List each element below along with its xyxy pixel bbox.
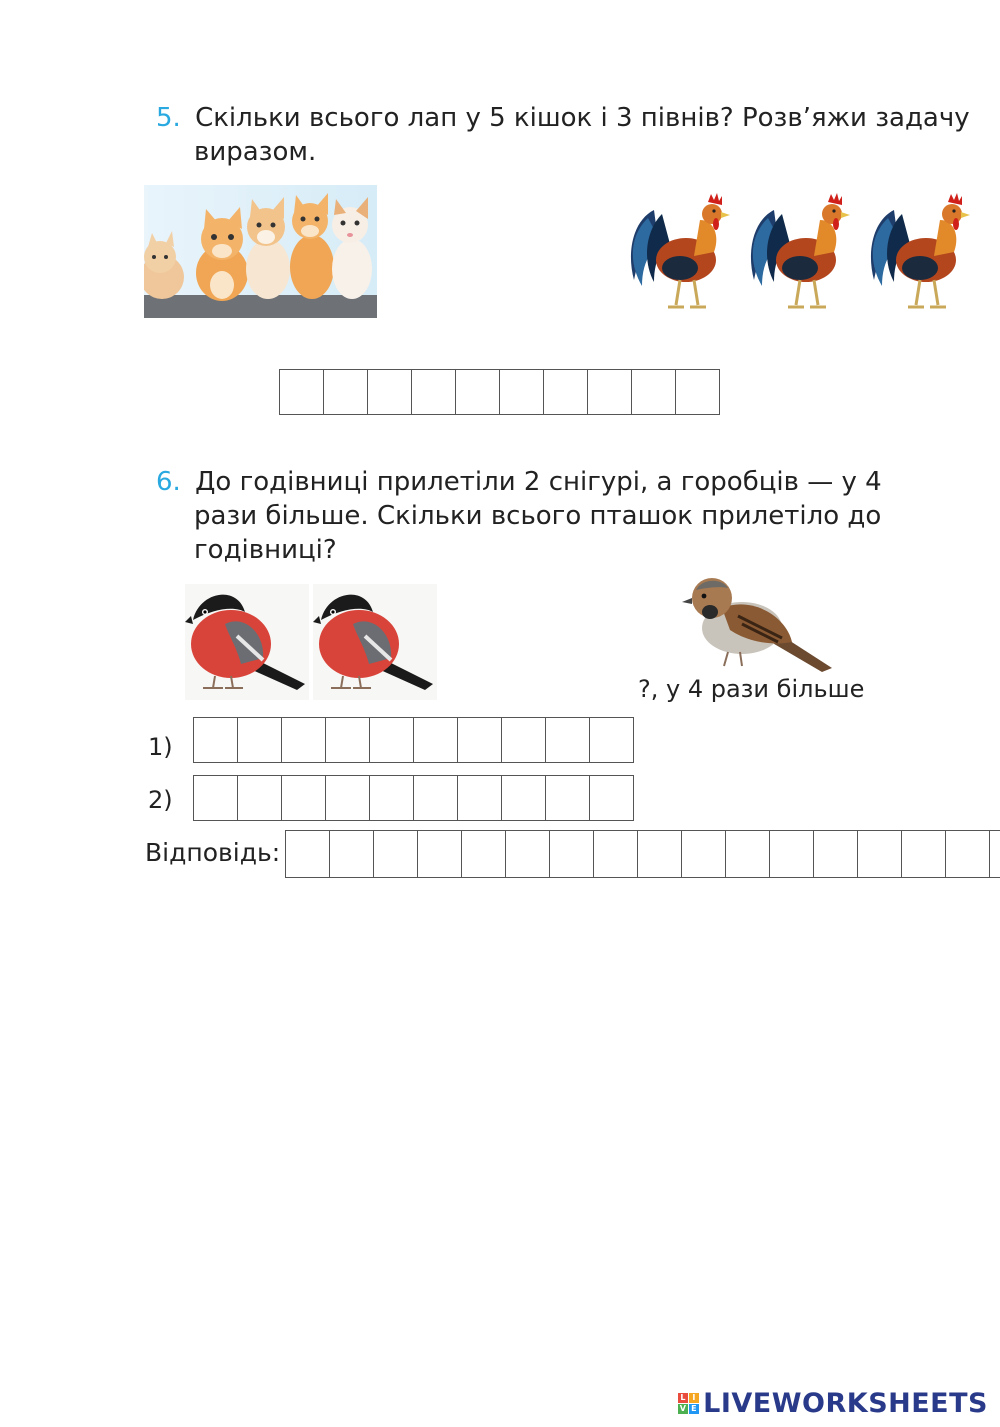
answer-cell[interactable] [324,370,368,414]
answer-cell[interactable] [858,831,902,877]
task-6-line-1: До годівниці прилетіли 2 снігурі, а горобців — у 4 [195,467,882,497]
answer-cell[interactable] [502,718,546,762]
liveworksheets-logo[interactable] [678,1388,988,1419]
task-5-line-1: Скільки всього лап у 5 кішок і 3 півнів? Розв’яжи задачу [195,103,970,133]
answer-cell[interactable] [368,370,412,414]
answer-cell[interactable] [280,370,324,414]
answer-cell[interactable] [374,831,418,877]
step-2-answer-grid [193,775,634,821]
task-6-line-3: годівниці? [194,535,337,565]
task-5-number: 5. [156,103,181,133]
answer-cell[interactable] [286,831,330,877]
answer-cell[interactable] [814,831,858,877]
final-answer-grid [285,830,1000,878]
task-6-question [156,465,882,567]
answer-cell[interactable] [370,718,414,762]
answer-cell[interactable] [330,831,374,877]
answer-cell[interactable] [544,370,588,414]
logo-text: LIVEWORKSHEETS [703,1388,988,1419]
answer-cell[interactable] [546,776,590,820]
rooster-icon [864,190,976,315]
step-1-label: 1) [148,733,173,761]
answer-cell[interactable] [326,718,370,762]
answer-cell[interactable] [676,370,720,414]
bullfinch-icon [185,584,309,700]
rooster-icon [744,190,856,315]
answer-cell[interactable] [550,831,594,877]
answer-cell[interactable] [418,831,462,877]
task-5-answer-grid [279,369,720,415]
answer-cell[interactable] [946,831,990,877]
answer-cell[interactable] [506,831,550,877]
sparrow-icon [682,572,834,672]
answer-cell[interactable] [632,370,676,414]
answer-cell[interactable] [458,718,502,762]
answer-cell[interactable] [682,831,726,877]
answer-cell[interactable] [590,718,634,762]
answer-cell[interactable] [414,718,458,762]
bullfinches-group [185,584,437,700]
answer-cell[interactable] [638,831,682,877]
rooster-icon [624,190,736,315]
sparrow-caption: ?, у 4 рази більше [638,675,865,703]
answer-cell[interactable] [458,776,502,820]
answer-cell[interactable] [194,776,238,820]
answer-cell[interactable] [502,776,546,820]
answer-cell[interactable] [238,776,282,820]
answer-cell[interactable] [282,718,326,762]
answer-cell[interactable] [238,718,282,762]
task-6-number: 6. [156,467,181,497]
answer-label: Відповідь: [145,838,281,867]
task-6-line-2: рази більше. Скільки всього пташок прилетіло до [194,501,882,531]
answer-cell[interactable] [590,776,634,820]
answer-cell[interactable] [414,776,458,820]
answer-cell[interactable] [370,776,414,820]
answer-cell[interactable] [902,831,946,877]
answer-cell[interactable] [594,831,638,877]
answer-cell[interactable] [282,776,326,820]
answer-cell[interactable] [412,370,456,414]
bullfinch-icon [313,584,437,700]
answer-cell[interactable] [326,776,370,820]
answer-cell[interactable] [462,831,506,877]
task-5-question [156,101,970,169]
answer-cell[interactable] [726,831,770,877]
step-2-label: 2) [148,786,173,814]
step-1-answer-grid [193,717,634,763]
task-5-line-2: виразом. [194,137,317,167]
answer-cell[interactable] [194,718,238,762]
kittens-photo [144,185,377,318]
answer-cell[interactable] [546,718,590,762]
answer-cell[interactable] [588,370,632,414]
answer-cell[interactable] [500,370,544,414]
answer-cell[interactable] [456,370,500,414]
roosters-group [624,190,979,315]
answer-cell[interactable] [770,831,814,877]
logo-mark-icon: L I V E [678,1393,699,1414]
